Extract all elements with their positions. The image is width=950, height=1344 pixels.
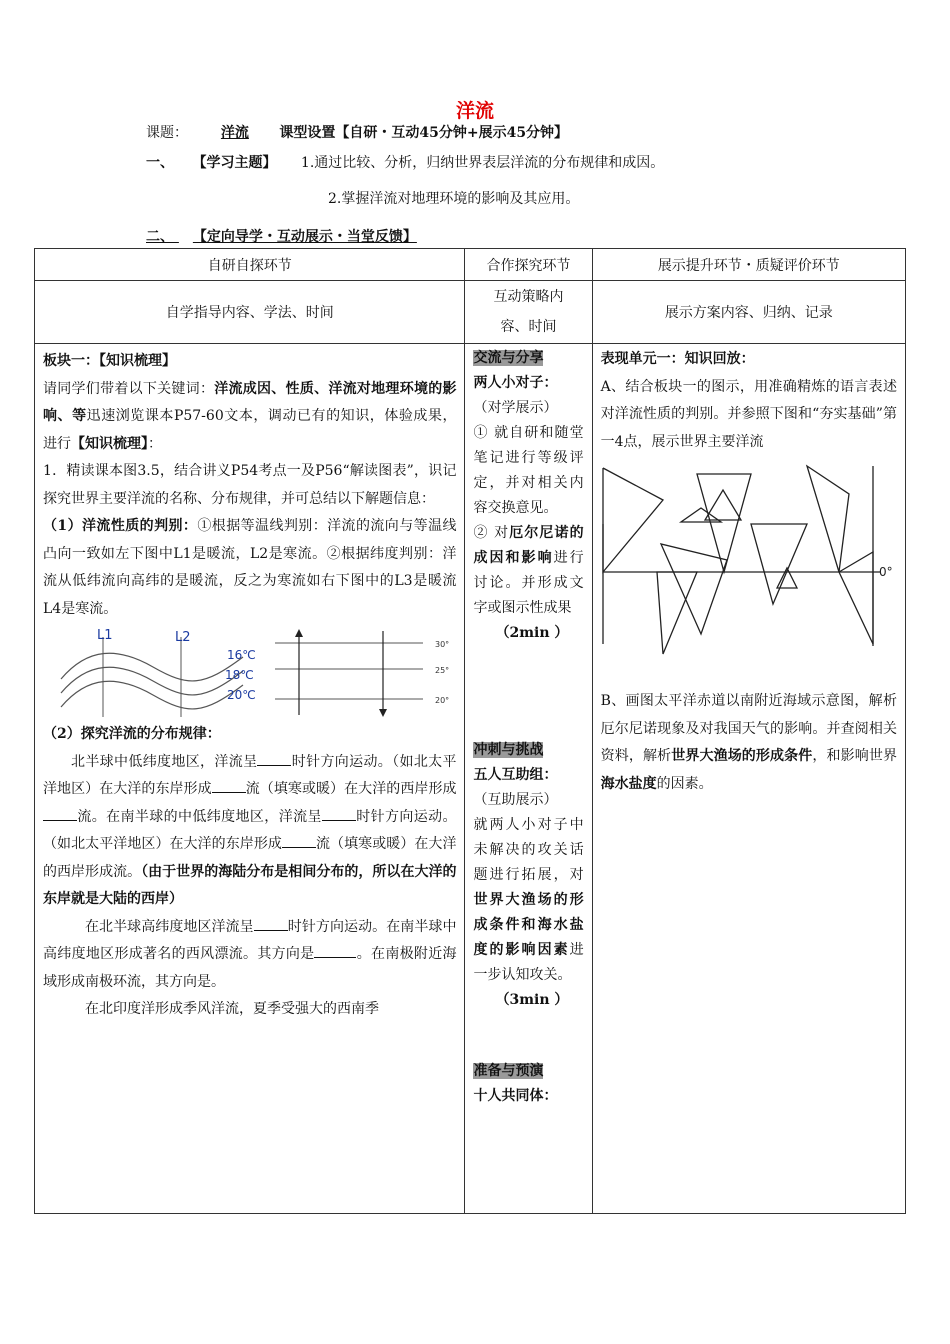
paragraph-monsoon: 在北印度洋形成季风洋流，夏季受强大的西南季 [85, 1001, 379, 1017]
label-lat25: 25° [435, 666, 450, 675]
section1-line [146, 152, 664, 172]
five-task-b: 进一步认知攻关。 [473, 942, 584, 983]
section1-num: 一、 [146, 155, 174, 171]
unit-title: 表现单元一：知识回放： [600, 351, 755, 367]
pairs-time: （2min ） [495, 625, 569, 641]
p1-text-c: 流（填寒或暖）在大洋的西岸形成 [245, 781, 457, 797]
blank-2[interactable] [212, 776, 246, 793]
blank-1[interactable] [257, 749, 291, 766]
subheader-col1: 自学指导内容、学法、时间 [35, 281, 465, 344]
col3-content [592, 344, 905, 1214]
item1-1-label: （1）洋流性质的判别： [43, 518, 198, 534]
intro-text-a: 请同学们带着以下关键词： [43, 380, 215, 397]
heading-challenge: 冲刺与挑战 [473, 742, 544, 758]
task-b-text-b: ，和影响世界 [812, 748, 897, 764]
label-l2: L2 [175, 630, 191, 645]
blank-5[interactable] [282, 831, 316, 848]
task-b-bold2: 海水盐度 [600, 775, 657, 792]
intro-paragraph [43, 376, 456, 459]
course-line [146, 122, 568, 142]
five-task [473, 813, 583, 988]
table-header-row [35, 249, 906, 281]
item2-label: （2）探究洋流的分布规律： [43, 726, 221, 742]
heading-prepare: 准备与预演 [473, 1063, 544, 1079]
table-subheader-row [35, 281, 906, 344]
p2-text-b: 时针方向运动。在南半球中高纬度地区形成著名的西风漂流。其方向是 [43, 918, 457, 962]
five-task-bold: 世界大渔场的形成条件和海水盐度的影响因素 [473, 892, 584, 958]
subheader-col2: 互动策略内容、时间 [465, 281, 592, 344]
block-title: 板块一：【知识梳理】 [43, 353, 176, 369]
p1-text-b: 时针方向运动。（如北太平洋地区）在大洋的东岸形成 [43, 753, 457, 797]
section1-goal2: 2.掌握洋流对地理环境的影响及其应用。 [328, 191, 580, 207]
isotherm-figures [43, 627, 456, 721]
intro-tag: 【知识梳理】 [71, 435, 148, 452]
paragraph-low-latitude [43, 749, 456, 914]
task-b-bold1: 世界大渔场的形成条件 [671, 748, 813, 764]
p2-text-a: 在北半球高纬度地区洋流呈 [85, 918, 254, 935]
blank-3[interactable] [43, 804, 77, 821]
label-18c: 18℃ [225, 668, 254, 682]
ocean-currents-diagram [601, 464, 897, 660]
p1-text-a: 北半球中低纬度地区，洋流呈 [71, 753, 258, 770]
subheader-col3: 展示方案内容、归纳、记录 [592, 281, 905, 344]
section2-line [146, 226, 417, 246]
course-topic: 洋流 [220, 125, 249, 141]
header-col1: 自研自探环节 [35, 249, 465, 281]
table-body-row [35, 344, 906, 1214]
blank-6[interactable] [254, 914, 288, 931]
p2-text-c: 。在南极附近海域形成南极环流，其方向是。 [43, 946, 457, 990]
header-col3: 展示提升环节・质疑评价环节 [592, 249, 905, 281]
intro-text-b: 迅速浏览课本P57-60文本，调动已有的知识，体验成果，进行 [43, 408, 457, 452]
group-pairs-show: （对学展示） [473, 400, 558, 416]
paragraph-high-latitude [43, 914, 456, 997]
label-16c: 16℃ [227, 648, 256, 662]
task-a-text: A、结合板块一的图示，用准确精炼的语言表述对洋流性质的判别。并参照下图和“夯实基础”第一4点，展示世界主要洋流 [600, 378, 897, 450]
equator-label: 0° [878, 565, 893, 579]
pairs-task2-a: ② 对 [473, 525, 510, 541]
label-20c: 20℃ [227, 688, 256, 702]
section2-label: 【定向导学・互动展示・当堂反馈】 [192, 229, 417, 245]
pairs-task2-bold: 厄尔尼诺的成因和影响 [473, 525, 584, 566]
section2-num: 二、 [146, 229, 174, 245]
heading-exchange: 交流与分享 [473, 350, 544, 366]
col2-content [465, 344, 592, 1214]
label-l1: L1 [97, 628, 113, 643]
pairs-task1: ① 就自研和随堂笔记进行等级评定，并对相关内容交换意见。 [473, 425, 584, 516]
isotherm-figure-left [43, 627, 457, 721]
p1-text-f: 流（填寒或暖）在大洋的西岸形成流。 [43, 836, 457, 880]
label-lat30: 30° [435, 640, 450, 649]
p1-bold-note: （由于世界的海陆分布是相间分布的，所以在大洋的东岸就是大陆的西岸） [43, 863, 457, 907]
p1-text-e: 时针方向运动。（如北太平洋地区）在大洋的东岸形成 [43, 808, 457, 852]
course-setup: 课型设置【自研・互动45分钟+展示45分钟】 [279, 125, 569, 141]
course-label: 课题： [146, 125, 188, 141]
section1-label: 【学习主题】 [192, 155, 277, 171]
blank-4[interactable] [322, 804, 356, 821]
item1-1-paragraph [43, 513, 456, 623]
section1-goal1: 1.通过比较、分析，归纳世界表层洋流的分布规律和成因。 [300, 155, 665, 171]
header-col2: 合作探究环节 [465, 249, 592, 281]
blank-7[interactable] [314, 941, 356, 958]
label-lat20: 20° [435, 696, 450, 705]
item1-1-text: ①根据等温线判别：洋流的流向与等温线凸向一致如左下图中L1是暖流，L2是寒流。②根据纬度判别：洋流从低纬流向高纬的是暖流，反之为寒流如右下图中的L3是暖流L4是寒流。 [43, 518, 457, 617]
p1-text-d: 流。在南半球的中低纬度地区，洋流呈 [77, 808, 322, 825]
task-b-text-c: 的因素。 [656, 775, 713, 792]
intro-end: ： [148, 435, 162, 452]
intro-keywords: 洋流成因、性质、洋流对地理环境的影响、等 [43, 380, 457, 424]
group-ten: 十人共同体： [473, 1088, 558, 1104]
item1-text: 1．精读课本图3.5，结合讲义P54考点一及P56“解读图表”，识记探究世界主要洋流的名称、分布规律，并可总结以下解题信息： [43, 463, 457, 507]
pairs-task2 [473, 521, 583, 621]
col1-content [35, 344, 465, 1214]
lesson-table [34, 248, 906, 1214]
five-task-a: 就两人小对子中未解决的攻关话题进行拓展，对 [473, 817, 584, 883]
task-b-text [601, 688, 897, 798]
task-b-text-a: B、画图太平洋赤道以南附近海域示意图，解析厄尔尼诺现象及对我国天气的影响。并查阅相关资料，解析 [600, 693, 897, 764]
group-five-show: （互助展示） [473, 792, 558, 808]
group-five: 五人互助组： [473, 767, 558, 783]
group-pairs: 两人小对子： [473, 375, 558, 391]
page-title: 洋流 [455, 100, 494, 122]
pairs-task2-b: 进行讨论。并形成文字或图示性成果 [473, 550, 584, 616]
five-time: （3min ） [495, 992, 569, 1008]
